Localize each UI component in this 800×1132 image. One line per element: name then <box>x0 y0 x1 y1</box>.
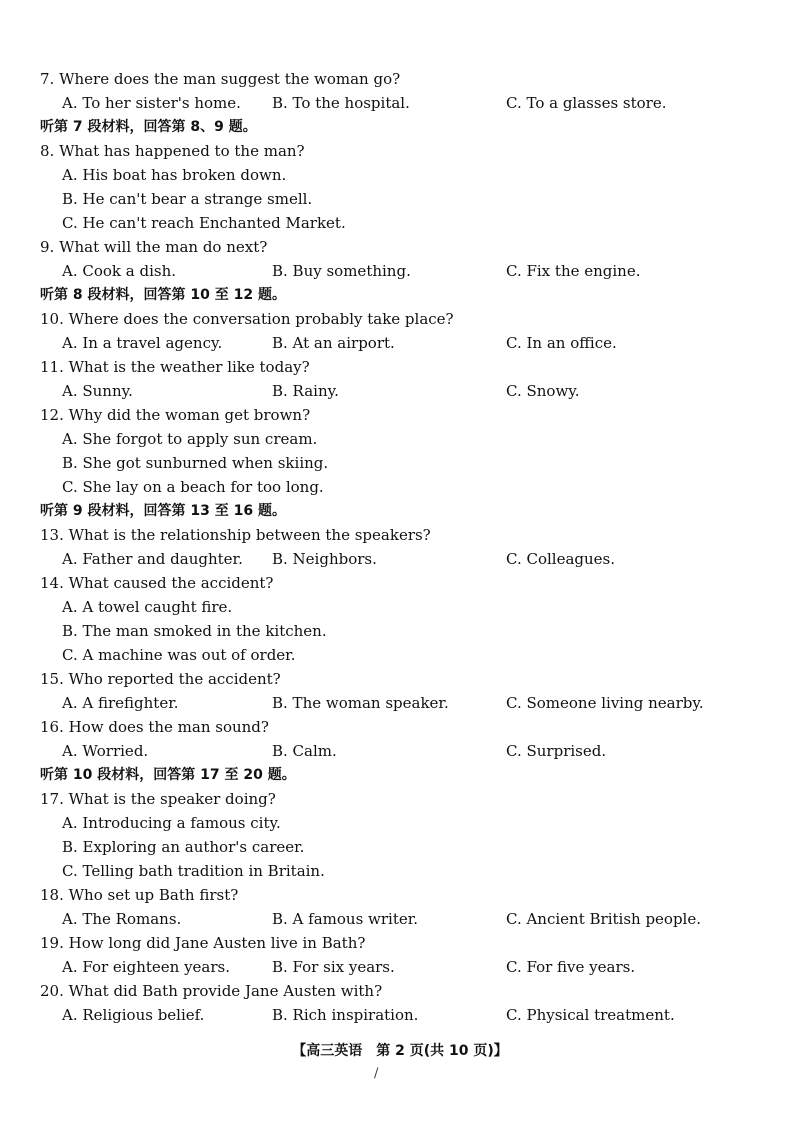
question-stem: 11. What is the weather like today? <box>40 358 310 376</box>
question-stem: 8. What has happened to the man? <box>40 142 305 160</box>
option-b: B. Neighbors. <box>272 550 377 568</box>
option-c: C. Fix the engine. <box>506 262 641 280</box>
question-stem: 12. Why did the woman get brown? <box>40 406 311 424</box>
option-c: C. Colleagues. <box>506 550 616 568</box>
question-stem: 18. Who set up Bath first? <box>40 886 239 904</box>
section-instruction: 听第 7 段材料，回答第 8、9 题。 <box>40 119 257 135</box>
option-b: B. Calm. <box>272 742 337 760</box>
option-c: C. In an office. <box>506 334 617 352</box>
option-b: B. For six years. <box>272 958 395 976</box>
option-a: A. To her sister's home. <box>62 94 241 112</box>
question-stem: 10. Where does the conversation probably take place? <box>40 310 454 328</box>
option-a: A. Cook a dish. <box>62 262 177 280</box>
option-b: B. To the hospital. <box>272 94 410 112</box>
option-a: A. The Romans. <box>62 910 182 928</box>
page-footer: 【高三英语 第 2 页(共 10 页)】 <box>292 1043 508 1059</box>
question-stem: 9. What will the man do next? <box>40 238 268 256</box>
option-c: C. Surprised. <box>506 742 607 760</box>
option-b: B. Rainy. <box>272 382 339 400</box>
question-stem: 19. How long did Jane Austen live in Bath? <box>40 934 366 952</box>
option-a: A. Religious belief. <box>62 1006 205 1024</box>
answer-option: A. Introducing a famous city. <box>62 814 281 832</box>
section-instruction: 听第 9 段材料，回答第 13 至 16 题。 <box>40 503 286 519</box>
answer-option: A. His boat has broken down. <box>62 166 287 184</box>
question-stem: 17. What is the speaker doing? <box>40 790 276 808</box>
question-stem: 16. How does the man sound? <box>40 718 269 736</box>
option-c: C. Someone living nearby. <box>506 694 704 712</box>
option-a: A. Father and daughter. <box>62 550 243 568</box>
answer-option: C. She lay on a beach for too long. <box>62 478 324 496</box>
option-c: C. Ancient British people. <box>506 910 701 928</box>
option-c: C. To a glasses store. <box>506 94 667 112</box>
option-c: C. For five years. <box>506 958 636 976</box>
question-stem: 15. Who reported the accident? <box>40 670 281 688</box>
answer-option: B. She got sunburned when skiing. <box>62 454 329 472</box>
section-instruction: 听第 8 段材料，回答第 10 至 12 题。 <box>40 287 286 303</box>
option-a: A. A firefighter. <box>62 694 179 712</box>
option-c: C. Physical treatment. <box>506 1006 675 1024</box>
option-b: B. A famous writer. <box>272 910 419 928</box>
option-a: A. For eighteen years. <box>62 958 231 976</box>
question-stem: 20. What did Bath provide Jane Austen with? <box>40 982 383 1000</box>
question-stem: 14. What caused the accident? <box>40 574 274 592</box>
stray-mark: / <box>374 1066 379 1081</box>
answer-option: A. She forgot to apply sun cream. <box>62 430 318 448</box>
option-b: B. At an airport. <box>272 334 395 352</box>
option-a: A. Sunny. <box>62 382 133 400</box>
answer-option: B. The man smoked in the kitchen. <box>62 622 327 640</box>
question-stem: 7. Where does the man suggest the woman go? <box>40 70 401 88</box>
answer-option: C. A machine was out of order. <box>62 646 296 664</box>
answer-option: B. He can't bear a strange smell. <box>62 190 313 208</box>
section-instruction: 听第 10 段材料，回答第 17 至 20 题。 <box>40 767 296 783</box>
answer-option: A. A towel caught fire. <box>62 598 233 616</box>
option-b: B. Buy something. <box>272 262 411 280</box>
question-stem: 13. What is the relationship between the speakers? <box>40 526 431 544</box>
answer-option: B. Exploring an author's career. <box>62 838 305 856</box>
answer-option: C. He can't reach Enchanted Market. <box>62 214 346 232</box>
option-a: A. In a travel agency. <box>62 334 223 352</box>
option-c: C. Snowy. <box>506 382 580 400</box>
answer-option: C. Telling bath tradition in Britain. <box>62 862 325 880</box>
option-a: A. Worried. <box>62 742 149 760</box>
option-b: B. The woman speaker. <box>272 694 449 712</box>
option-b: B. Rich inspiration. <box>272 1006 419 1024</box>
